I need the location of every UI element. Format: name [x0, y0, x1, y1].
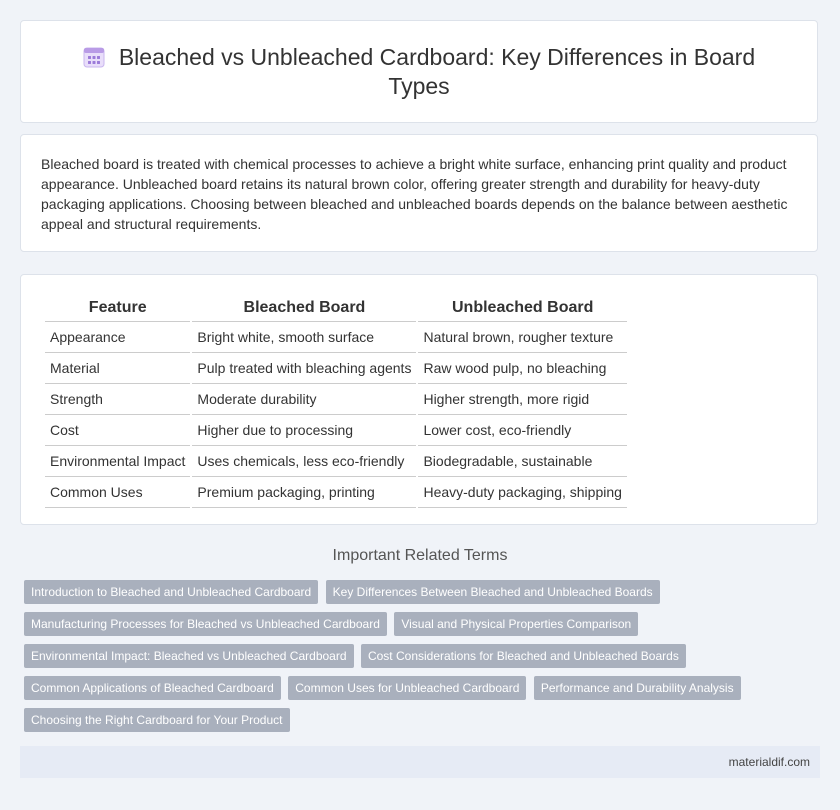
related-term-link[interactable]: Cost Considerations for Bleached and Unbleached Boards — [361, 644, 686, 668]
table-cell: Cost — [45, 415, 190, 446]
related-terms-list — [24, 580, 784, 740]
table-row — [45, 322, 627, 353]
related-term-link[interactable]: Performance and Durability Analysis — [534, 676, 741, 700]
title-card — [20, 20, 818, 123]
table-cell: Common Uses — [45, 477, 190, 508]
related-term-link[interactable]: Introduction to Bleached and Unbleached Cardboard — [24, 580, 318, 604]
footer-site-link[interactable]: materialdif.com — [728, 755, 810, 769]
table-cell: Heavy-duty packaging, shipping — [418, 477, 626, 508]
table-cell: Pulp treated with bleaching agents — [192, 353, 416, 384]
related-term-link[interactable]: Common Applications of Bleached Cardboard — [24, 676, 281, 700]
table-cell: Uses chemicals, less eco-friendly — [192, 446, 416, 477]
header-unbleached: Unbleached Board — [418, 295, 626, 322]
related-term-link[interactable]: Common Uses for Unbleached Cardboard — [288, 676, 526, 700]
page-title-wrap — [21, 43, 817, 101]
calendar-grid-icon — [83, 46, 105, 68]
related-term-link[interactable]: Visual and Physical Properties Comparison — [394, 612, 638, 636]
header-feature: Feature — [45, 295, 190, 322]
related-term-link[interactable]: Manufacturing Processes for Bleached vs Unbleached Cardboard — [24, 612, 387, 636]
table-cell: Bright white, smooth surface — [192, 322, 416, 353]
footer — [20, 746, 820, 778]
page-title: Bleached vs Unbleached Cardboard: Key Differences in Board Types — [118, 44, 756, 99]
table-cell: Environmental Impact — [45, 446, 190, 477]
table-row — [45, 415, 627, 446]
table-cell: Natural brown, rougher texture — [418, 322, 626, 353]
table-row — [45, 353, 627, 384]
table-cell: Premium packaging, printing — [192, 477, 416, 508]
intro-paragraph: Bleached board is treated with chemical processes to achieve a bright white surface, enhancing print quality and product appearance. Unbleached board retains its natural brown color, offering greater strength and durability for heavy-duty packaging applications. Choosing between bleached and unbleached boards depends on the balance between aesthetic appeal and structural requirements. — [41, 156, 788, 232]
table-cell: Lower cost, eco-friendly — [418, 415, 626, 446]
related-term-link[interactable]: Key Differences Between Bleached and Unbleached Boards — [326, 580, 660, 604]
comparison-table — [43, 295, 629, 508]
related-term-link[interactable]: Environmental Impact: Bleached vs Unbleached Cardboard — [24, 644, 354, 668]
table-cell: Moderate durability — [192, 384, 416, 415]
related-term-link[interactable]: Choosing the Right Cardboard for Your Product — [24, 708, 290, 732]
related-terms-title: Important Related Terms — [332, 547, 508, 564]
table-header-row — [45, 295, 627, 322]
table-cell: Strength — [45, 384, 190, 415]
table-cell: Higher due to processing — [192, 415, 416, 446]
intro-card — [20, 134, 818, 252]
table-row — [45, 446, 627, 477]
table-cell: Appearance — [45, 322, 190, 353]
table-cell: Higher strength, more rigid — [418, 384, 626, 415]
header-bleached: Bleached Board — [192, 295, 416, 322]
table-cell: Biodegradable, sustainable — [418, 446, 626, 477]
table-cell: Material — [45, 353, 190, 384]
table-row — [45, 384, 627, 415]
table-cell: Raw wood pulp, no bleaching — [418, 353, 626, 384]
table-row — [45, 477, 627, 508]
comparison-table-card — [20, 274, 818, 525]
